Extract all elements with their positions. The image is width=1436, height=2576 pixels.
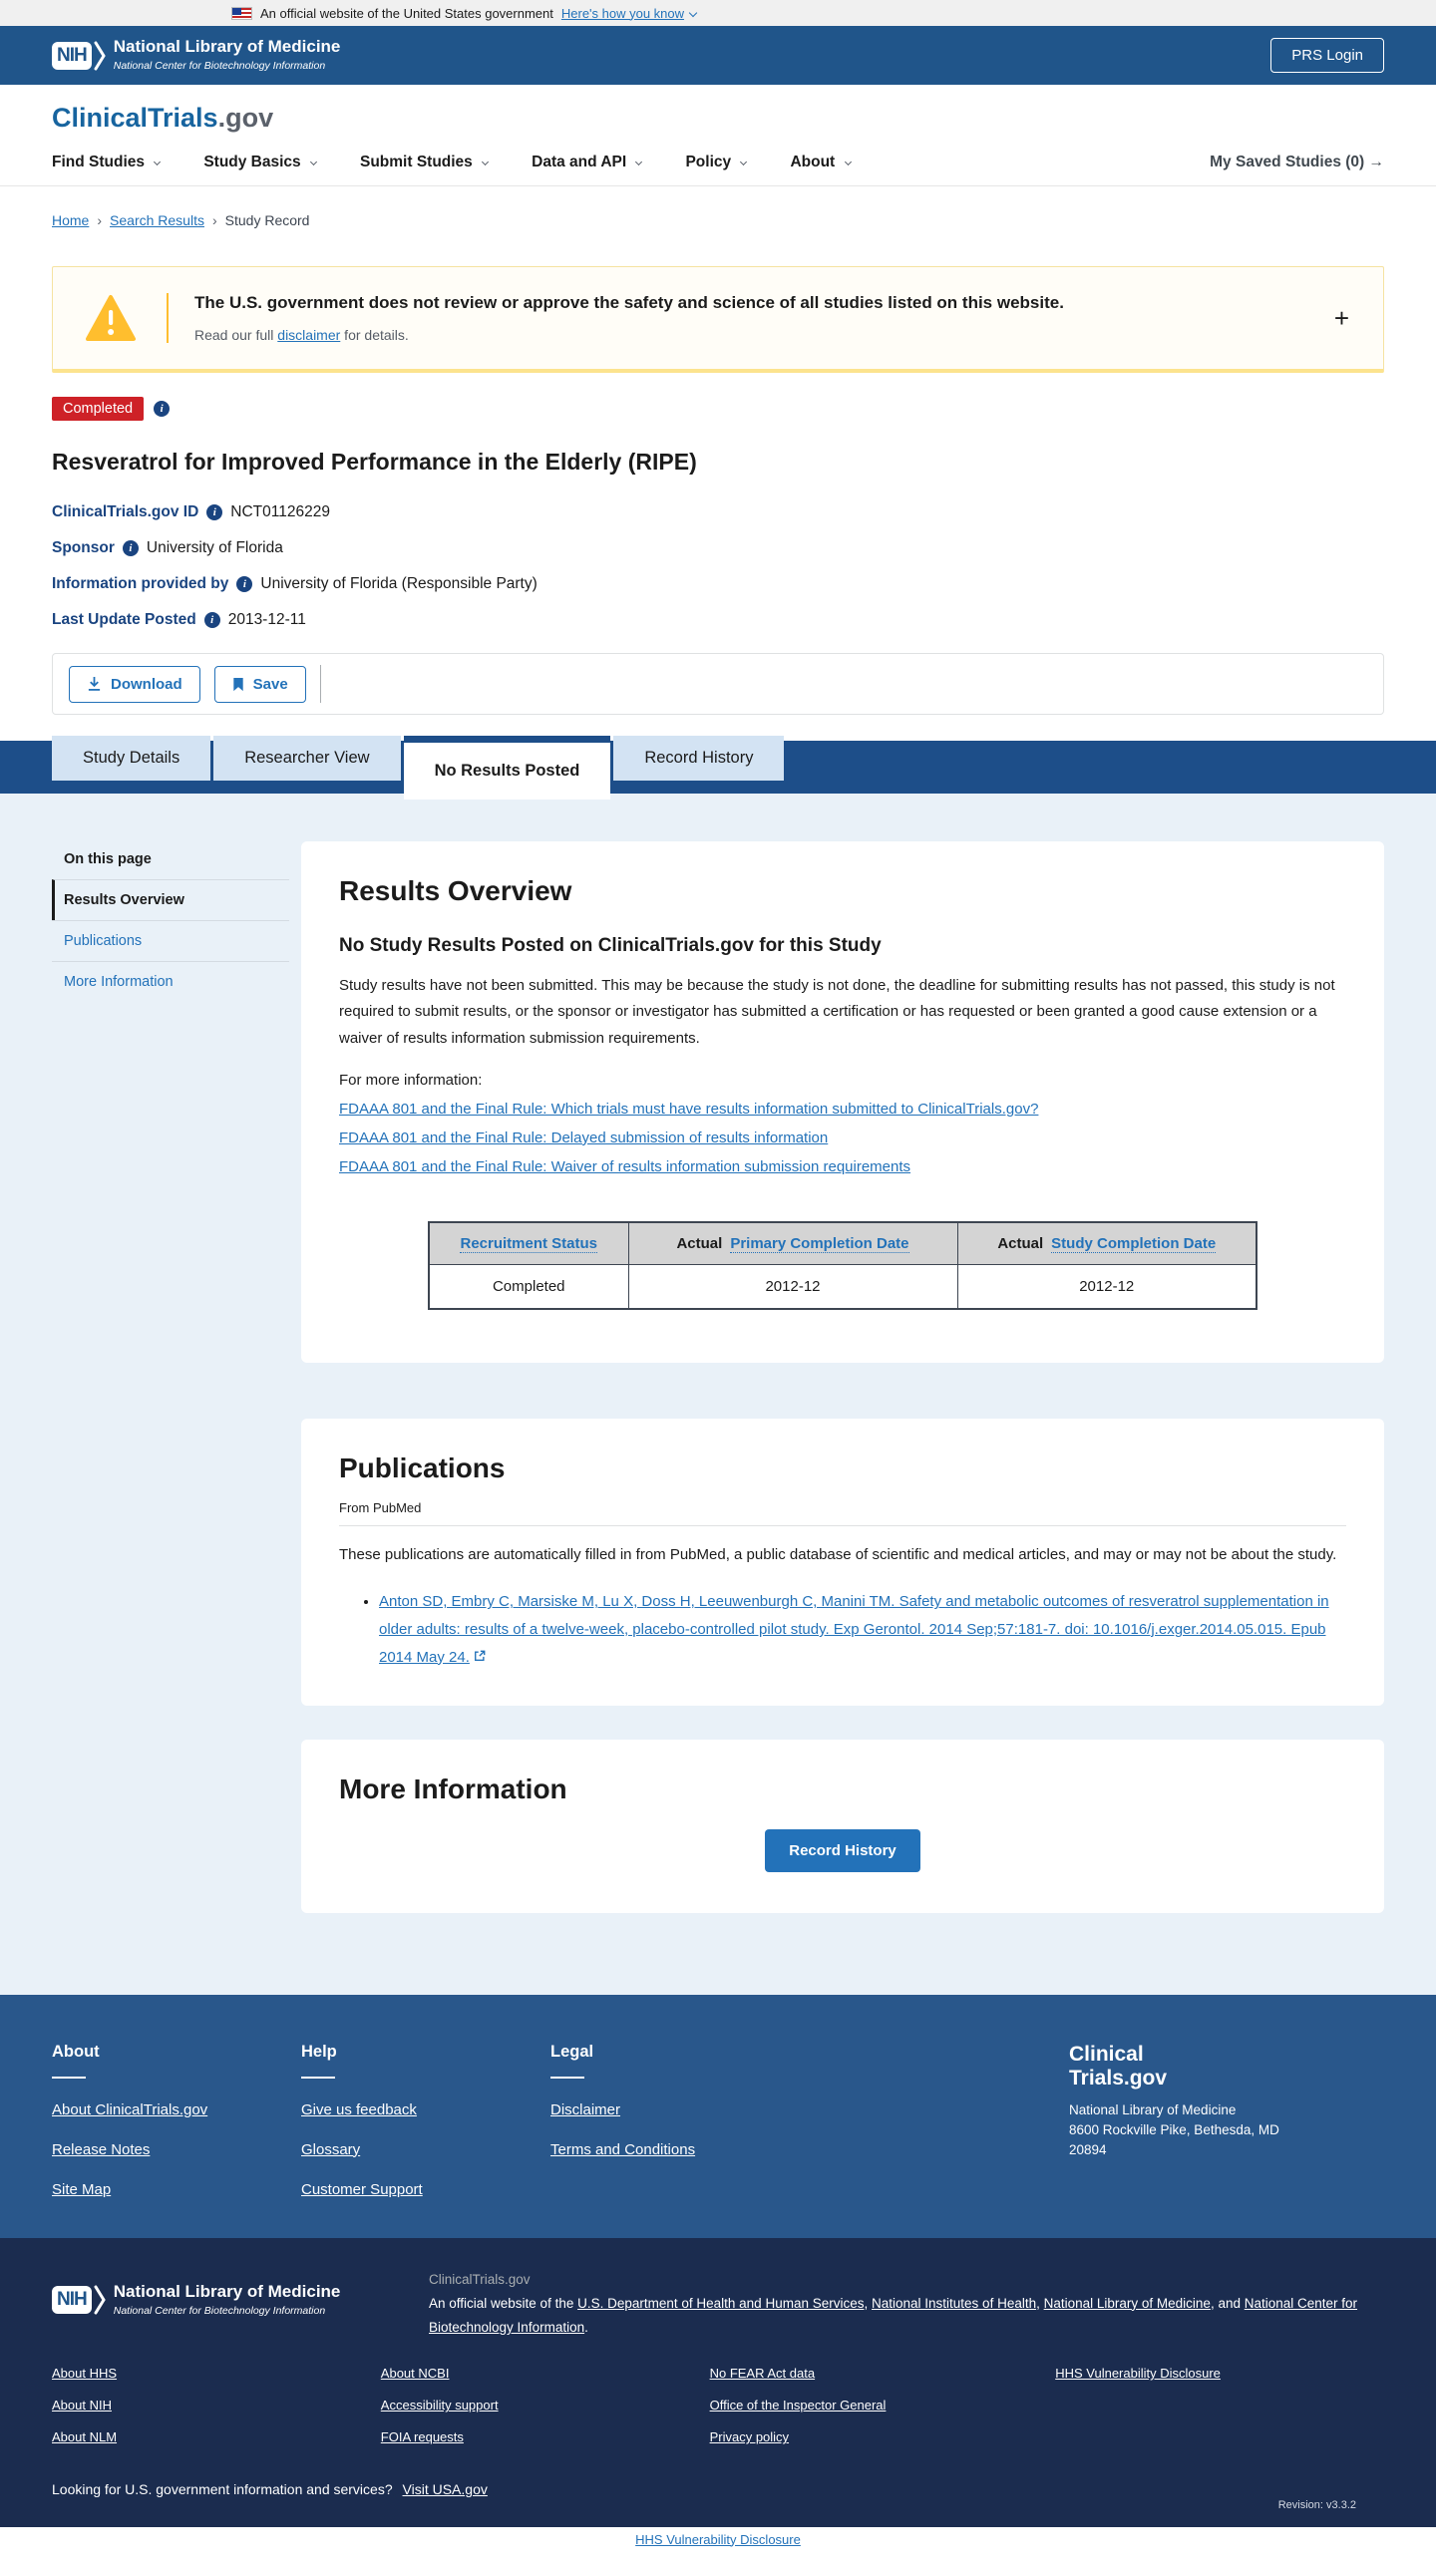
tab-record-history[interactable]: Record History	[613, 736, 784, 781]
divider	[320, 665, 321, 703]
chevron-down-icon	[740, 159, 747, 165]
ncbi-link[interactable]: National Center for Biotechnology Information	[429, 2295, 1358, 2336]
nav-data-and-api[interactable]: Data and API	[532, 154, 641, 171]
field-value: University of Florida	[146, 539, 283, 556]
main-nav	[52, 154, 1384, 171]
primary-completion-date-glossary-link[interactable]: Primary Completion Date	[730, 1234, 909, 1252]
bottom-bar	[0, 2527, 1436, 2551]
nav-about[interactable]: About	[790, 154, 850, 171]
chevron-down-icon	[310, 159, 317, 165]
download-button[interactable]: Download	[69, 666, 200, 703]
chevron-down-icon	[844, 159, 851, 165]
info-icon[interactable]	[206, 504, 222, 520]
table-row	[429, 1264, 1256, 1309]
breadcrumb-home[interactable]: Home	[52, 212, 90, 228]
info-icon[interactable]	[154, 401, 170, 417]
nlm-footer	[0, 2238, 1436, 2527]
breadcrumb	[0, 186, 1436, 266]
accessibility-support-link[interactable]: Accessibility support	[380, 2398, 499, 2414]
about-nlm-link[interactable]: About NLM	[52, 2429, 118, 2445]
tab-bar	[0, 741, 1436, 794]
more-information-section	[301, 1740, 1384, 1913]
footer-brand-line2: Trials.gov	[1069, 2066, 1168, 2090]
footer-help-title: Help	[301, 2043, 550, 2079]
nlm-header	[0, 26, 1436, 85]
nlm-footer-title: National Library of Medicine	[113, 2281, 341, 2301]
field-value: 2013-12-11	[227, 611, 306, 628]
info-icon[interactable]	[204, 612, 220, 628]
footer-about-column	[52, 2043, 301, 2198]
on-this-page-nav	[52, 841, 289, 1002]
sidebar-item-more-information[interactable]: More Information	[52, 961, 289, 1002]
privacy-policy-link[interactable]: Privacy policy	[709, 2429, 790, 2445]
from-pubmed-label: From PubMed	[339, 1500, 1346, 1526]
completion-dates-table	[428, 1221, 1257, 1310]
publication-item	[379, 1588, 1346, 1671]
fdaaa-delayed-submission-link[interactable]: FDAAA 801 and the Final Rule: Delayed submission of results information	[339, 1128, 829, 1146]
publications-heading: Publications	[339, 1452, 506, 1483]
column-header-recruitment-status	[429, 1222, 628, 1265]
about-ncbi-link[interactable]: About NCBI	[380, 2366, 450, 2382]
no-fear-act-link[interactable]: No FEAR Act data	[709, 2366, 816, 2382]
footer-legal-column	[550, 2043, 800, 2198]
field-value: University of Florida (Responsible Party)	[260, 575, 538, 592]
breadcrumb-separator	[204, 212, 225, 228]
tab-study-details[interactable]: Study Details	[52, 736, 210, 781]
footer-brand-line1: Clinical	[1069, 2042, 1144, 2066]
for-more-information-label: For more information:	[339, 1071, 483, 1089]
hhs-link[interactable]: U.S. Department of Health and Human Services	[577, 2295, 865, 2311]
field-value: NCT01126229	[230, 503, 330, 520]
breadcrumb-search-results[interactable]: Search Results	[110, 212, 204, 228]
sidebar-item-results-overview[interactable]: Results Overview	[52, 879, 289, 920]
footer-terms-link[interactable]: Terms and Conditions	[550, 2140, 696, 2158]
how-you-know-link[interactable]: Here's how you know	[561, 6, 696, 21]
footer-site-map-link[interactable]: Site Map	[52, 2180, 112, 2198]
nlm-link[interactable]: National Library of Medicine	[1043, 2295, 1211, 2311]
government-warning-banner	[52, 266, 1384, 373]
footer-links-grid	[52, 2366, 1384, 2461]
field-information-provided-by: Information provided by i University of Florida (Responsible Party)	[52, 575, 1384, 593]
fdaaa-which-trials-link[interactable]: FDAAA 801 and the Final Rule: Which trials must have results information submitted to ClinicalTrials.gov?	[339, 1100, 1039, 1118]
field-sponsor: Sponsor i University of Florida	[52, 539, 1384, 557]
tab-content	[0, 794, 1436, 1995]
nih-swoosh-icon	[94, 2285, 106, 2315]
footer-address: National Library of Medicine 8600 Rockville Pike, Bethesda, MD 20894	[1069, 2101, 1279, 2158]
hhs-vulnerability-disclosure-bottom-link[interactable]: HHS Vulnerability Disclosure	[635, 2531, 801, 2547]
breadcrumb-current: Study Record	[224, 212, 310, 228]
nav-study-basics[interactable]: Study Basics	[203, 154, 316, 171]
warning-triangle-icon	[85, 294, 137, 342]
footer-site-name: ClinicalTrials.gov	[429, 2271, 531, 2287]
download-icon	[87, 676, 102, 692]
chevron-down-icon	[482, 159, 489, 165]
revision-label: Revision: v3.3.2	[1277, 2498, 1356, 2511]
chevron-down-icon	[635, 159, 642, 165]
info-icon[interactable]	[123, 540, 139, 556]
field-nct-id: ClinicalTrials.gov ID i NCT01126229	[52, 503, 1384, 521]
gov-banner-text: An official website of the United States government	[260, 5, 553, 21]
chevron-down-icon	[689, 8, 697, 16]
warning-heading: The U.S. government does not review or approve the safety and science of all studies listed on this website.	[194, 293, 1064, 312]
external-link-icon	[474, 1650, 486, 1662]
study-title: Resveratrol for Improved Performance in the Elderly (RIPE)	[52, 449, 697, 475]
clinicaltrials-logo[interactable]: ClinicalTrials.gov	[52, 103, 274, 133]
hhs-vulnerability-disclosure-link[interactable]: HHS Vulnerability Disclosure	[1055, 2366, 1221, 2382]
footer-release-notes-link[interactable]: Release Notes	[52, 2140, 151, 2158]
footer-about-title: About	[52, 2043, 301, 2079]
about-nih-link[interactable]: About NIH	[52, 2398, 112, 2414]
footer-feedback-link[interactable]: Give us feedback	[301, 2100, 417, 2118]
nih-link[interactable]: National Institutes of Health	[872, 2295, 1037, 2311]
nih-swoosh-icon	[94, 41, 106, 71]
footer-brand-block	[1069, 2043, 1368, 2198]
nav-find-studies[interactable]: Find Studies	[52, 154, 160, 171]
status-badge: Completed	[52, 397, 144, 421]
my-saved-studies-link[interactable]: My Saved Studies (0) →	[1210, 154, 1384, 171]
publications-description: These publications are automatically filled in from PubMed, a public database of scientific and medical articles, and may or may not be about the study.	[339, 1546, 1337, 1563]
expand-banner-button[interactable]: +	[1328, 303, 1355, 334]
save-button[interactable]: Save	[214, 666, 306, 703]
prs-login-button[interactable]: PRS Login	[1270, 38, 1384, 73]
foia-requests-link[interactable]: FOIA requests	[380, 2429, 464, 2445]
footer-legal-title: Legal	[550, 2043, 800, 2079]
record-history-button[interactable]: Record History	[765, 1829, 920, 1872]
nih-logo[interactable]: NIH	[52, 42, 92, 70]
disclaimer-link[interactable]: disclaimer	[277, 327, 341, 343]
column-header-study-completion-date: Actual Study Completion Date	[957, 1222, 1256, 1265]
field-last-update-posted: Last Update Posted i 2013-12-11	[52, 611, 1384, 629]
footer-customer-support-link[interactable]: Customer Support	[301, 2180, 423, 2198]
more-information-heading: More Information	[339, 1772, 567, 1804]
chevron-down-icon	[154, 159, 161, 165]
fdaaa-waiver-link[interactable]: FDAAA 801 and the Final Rule: Waiver of results information submission requirements	[339, 1157, 911, 1175]
publications-section	[301, 1419, 1384, 1706]
results-overview-heading: Results Overview	[339, 875, 572, 906]
nlm-subtitle: National Center for Biotechnology Information	[113, 60, 326, 73]
info-icon[interactable]	[236, 576, 252, 592]
primary-completion-date-value: 2012-12	[628, 1264, 957, 1309]
sidebar-item-publications[interactable]: Publications	[52, 920, 289, 961]
nih-logo: NIH	[52, 2286, 92, 2314]
gov-banner	[0, 0, 1436, 26]
recruitment-status-glossary-link[interactable]: Recruitment Status	[460, 1234, 598, 1252]
nlm-footer-logo[interactable]	[52, 2282, 429, 2320]
site-footer	[0, 1995, 1436, 2238]
divider	[167, 293, 169, 343]
breadcrumb-separator	[89, 212, 110, 228]
study-completion-date-value: 2012-12	[957, 1264, 1256, 1309]
official-website-statement: ClinicalTrials.gov An official website of the U.S. Department of Health and Human Services, National Institutes of Health, National Library of Medicine, and National Center for Biotechnology Information.	[429, 2268, 1384, 2341]
warning-body: Read our full disclaimer for details.	[194, 327, 409, 343]
footer-disclaimer-link[interactable]: Disclaimer	[550, 2100, 621, 2118]
publication-citation-link[interactable]: Anton SD, Embry C, Marsiske M, Lu X, Doss H, Leeuwenburgh C, Manini TM. Safety and metabolic outcomes of resveratrol supplementation in older adults: results of a twelve-week, placebo-controlled pilot study. Exp Gerontol. 2014 Sep;57:181-7. doi: 10.1016/j.exger.2014.05.015. Epub 2014 May 24.	[379, 1593, 1329, 1666]
action-bar	[52, 653, 1384, 715]
study-metadata	[52, 503, 1384, 629]
about-hhs-link[interactable]: About HHS	[52, 2366, 118, 2382]
results-overview-section	[301, 841, 1384, 1363]
no-results-heading: No Study Results Posted on ClinicalTrials.gov for this Study	[339, 935, 882, 956]
us-flag-icon	[231, 7, 252, 20]
tab-researcher-view[interactable]: Researcher View	[213, 736, 400, 781]
inspector-general-link[interactable]: Office of the Inspector General	[709, 2398, 887, 2414]
nav-policy[interactable]: Policy	[685, 154, 746, 171]
site-header	[0, 85, 1436, 186]
visit-usa-gov-link[interactable]: Visit USA.gov	[402, 2481, 488, 2498]
tab-no-results-posted[interactable]: No Results Posted	[404, 736, 611, 800]
column-header-primary-completion-date: Actual Primary Completion Date	[628, 1222, 957, 1265]
on-this-page-title: On this page	[64, 851, 152, 867]
nlm-title[interactable]: National Library of Medicine	[113, 36, 341, 56]
footer-help-column	[301, 2043, 550, 2198]
footer-glossary-link[interactable]: Glossary	[301, 2140, 361, 2158]
footer-about-clinicaltrials-link[interactable]: About ClinicalTrials.gov	[52, 2100, 208, 2118]
nav-submit-studies[interactable]: Submit Studies	[360, 154, 488, 171]
usa-gov-statement: Looking for U.S. government information and services? Visit USA.gov	[52, 2481, 488, 2498]
recruitment-status-value: Completed	[429, 1264, 628, 1309]
study-completion-date-glossary-link[interactable]: Study Completion Date	[1051, 1234, 1217, 1252]
results-overview-paragraph: Study results have not been submitted. This may be because the study is not done, the deadline for submitting results has not passed, this study is not required to submit results, or the sponsor or investigator has submitted a certification or has requested or been granted a good cause extension or a waiver of results information submission requirements.	[339, 977, 1335, 1047]
nlm-footer-subtitle: National Center for Biotechnology Information	[113, 2305, 326, 2318]
bookmark-icon	[232, 677, 244, 692]
